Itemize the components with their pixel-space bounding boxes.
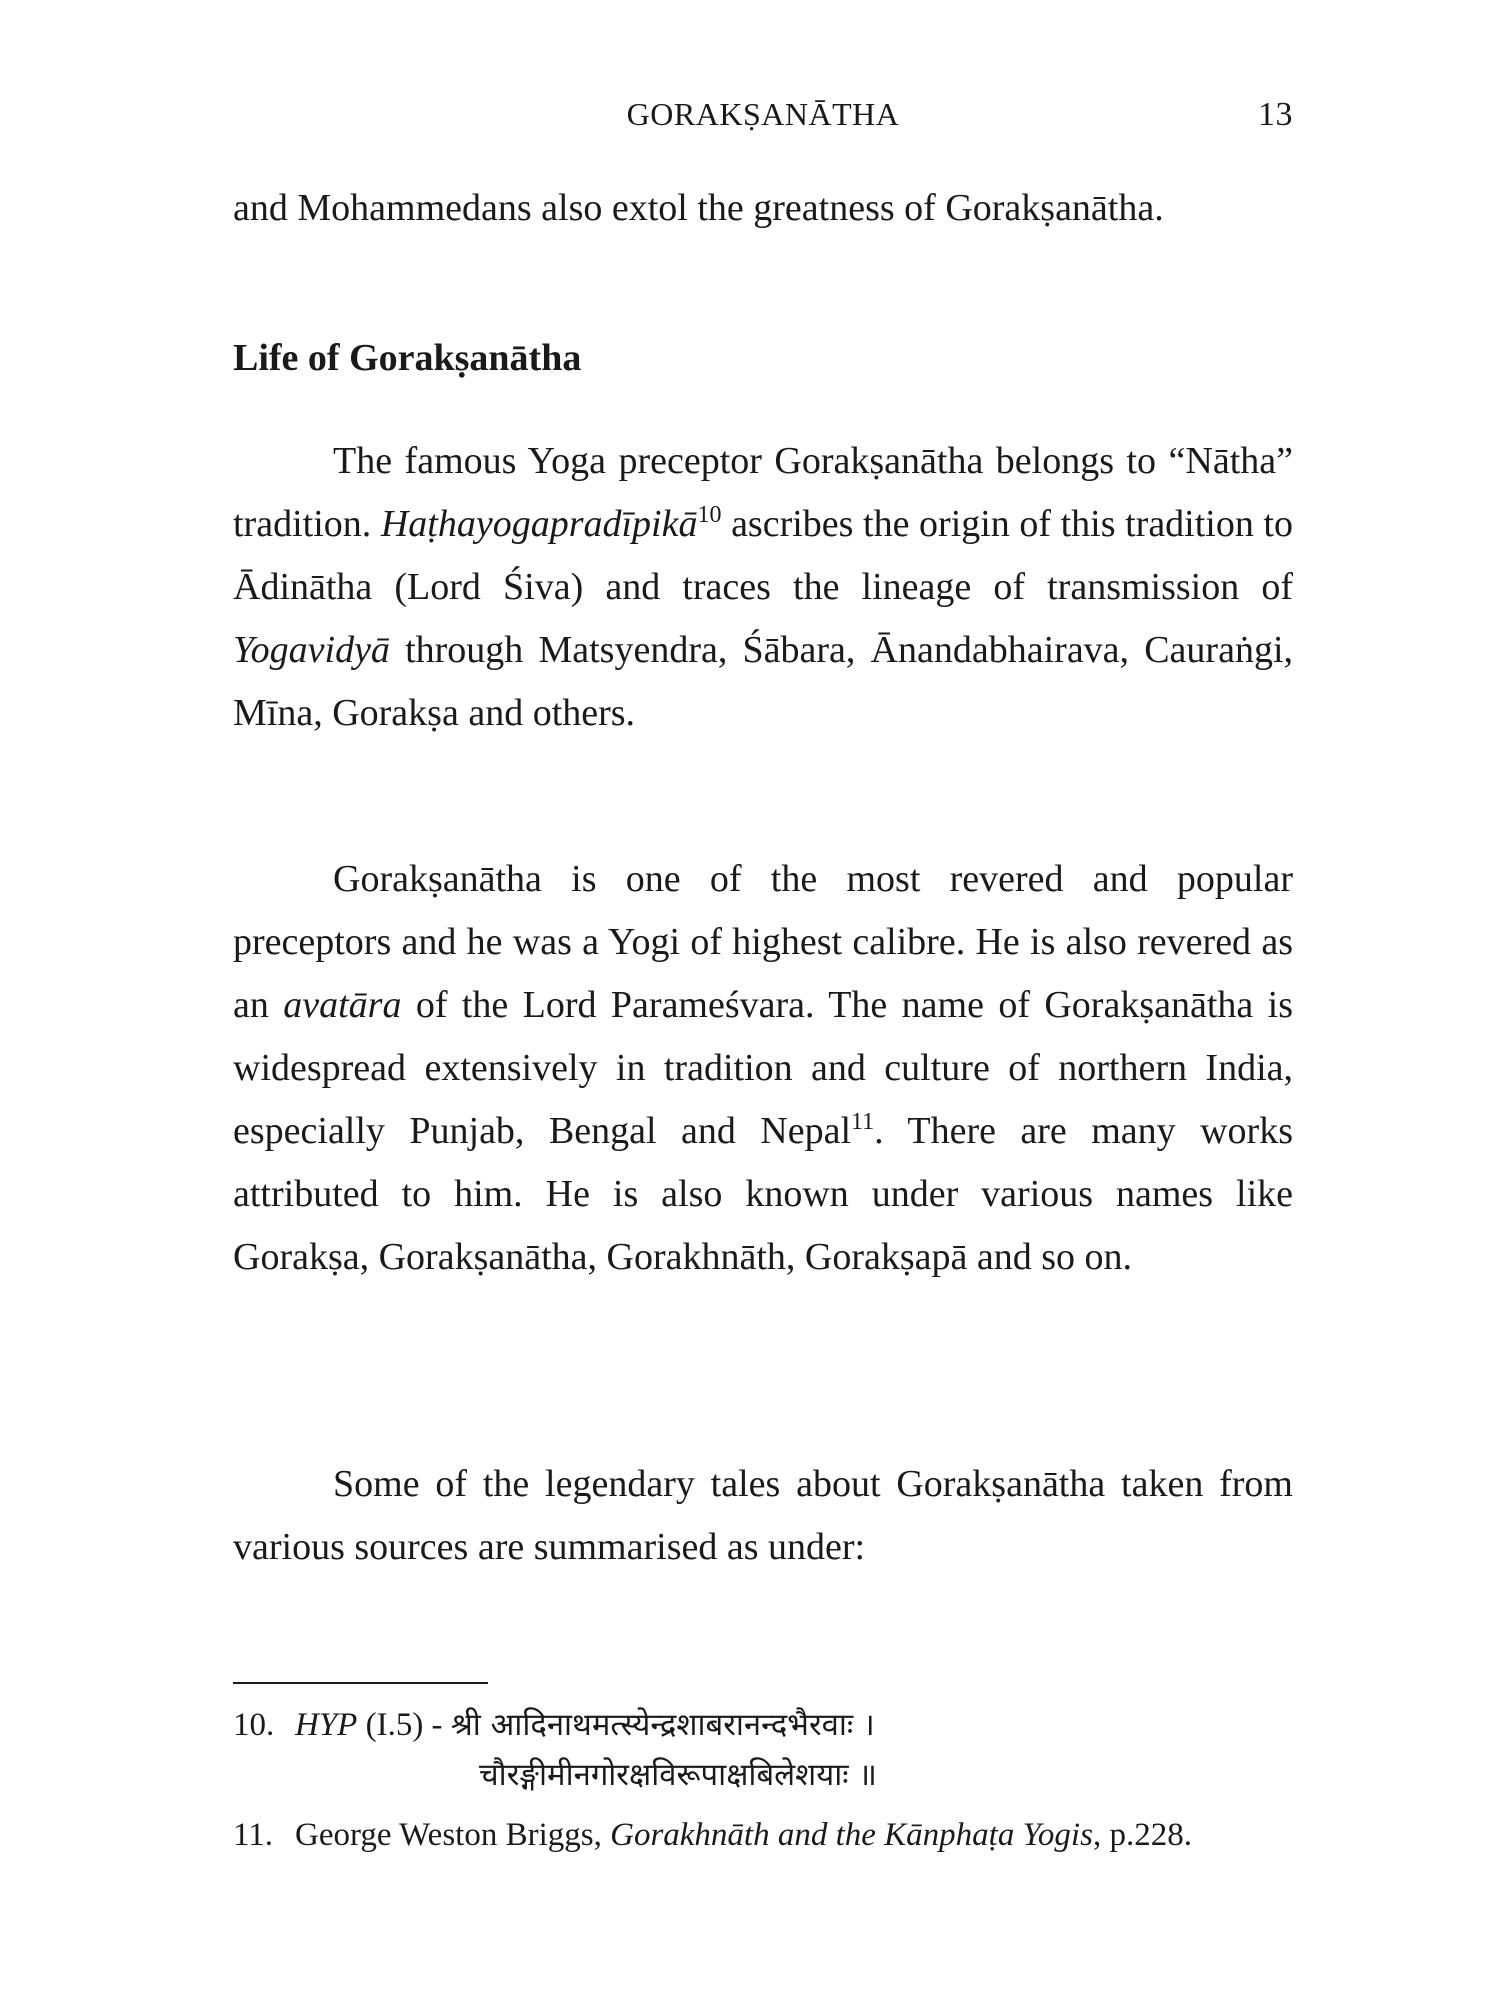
avatara-term: avatāra — [283, 984, 402, 1026]
para2-text-c: . There are many works attributed to him. He is also known under various names like Gorakṣa, Gorakṣanātha, Gorakhnāth, Gorakṣapā and so on. — [233, 1110, 1293, 1278]
continuation-paragraph — [233, 177, 1293, 240]
footnote-11-page: , p.228. — [1092, 1817, 1192, 1853]
footnote-11-author: George Weston Briggs, — [295, 1817, 611, 1853]
footnote-11-number: 11. — [233, 1817, 274, 1853]
para3-text: Some of the legendary tales about Gorakṣanātha taken from various sources are summarised as under: — [233, 1463, 1293, 1568]
running-title: GORAKṢANĀTHA — [626, 96, 900, 132]
yogavidya-term: Yogavidyā — [233, 629, 390, 671]
footnote-divider — [233, 1682, 488, 1684]
footnote-11-book-title: Gorakhnāth and the Kānphaṭa Yogis — [610, 1817, 1093, 1853]
footnote-10-loc: (I.5) - — [357, 1707, 451, 1743]
footnote-10 — [233, 1700, 1293, 1800]
footnote-10-abbr: HYP — [295, 1707, 358, 1743]
footnote-ref-11: 11 — [851, 1109, 875, 1135]
para1-text-c: through Matsyendra, Śābara, Ānandabhairava, Cauraṅgi, Mīna, Gorakṣa and others. — [233, 629, 1293, 734]
footnote-ref-10: 10 — [697, 502, 722, 528]
page-number: 13 — [1258, 96, 1293, 133]
footnote-10-number: 10. — [233, 1707, 275, 1743]
paragraph-2 — [233, 848, 1293, 1289]
para2-text-b: of the Lord Parameśvara. The name of Gorakṣanātha is widespread extensively in tradition and culture of northern India, especially Punjab, Bengal and Nepal — [233, 984, 1293, 1152]
footnote-10-sanskrit-line1: श्री आदिनाथमत्स्येन्द्रशाबरानन्दभैरवाः । — [450, 1707, 875, 1743]
footnote-10-sanskrit-line2: चौरङ्गीमीनगोरक्षविरूपाक्षबिलेशयाः ॥ — [479, 1757, 877, 1793]
para1-text-a: The famous Yoga preceptor Gorakṣanātha belongs to “Nātha” tradition. — [233, 440, 1293, 545]
continuation-text: and Mohammedans also extol the greatness of Gorakṣanātha. — [233, 187, 1164, 229]
section-heading: Life of Gorakṣanātha — [233, 337, 582, 379]
running-header — [233, 96, 1293, 140]
paragraph-1 — [233, 430, 1293, 745]
para2-text-a: Gorakṣanātha is one of the most revered and popular preceptors and he was a Yogi of highest calibre. He is also revered as an — [233, 858, 1293, 1026]
footnote-11 — [233, 1810, 1293, 1860]
hathayogapradipika-title: Haṭhayogapradīpikā — [380, 503, 698, 545]
paragraph-3 — [233, 1453, 1293, 1579]
para1-text-b: ascribes the origin of this tradition to Ādinātha (Lord Śiva) and traces the lineage of transmission of — [233, 503, 1293, 608]
